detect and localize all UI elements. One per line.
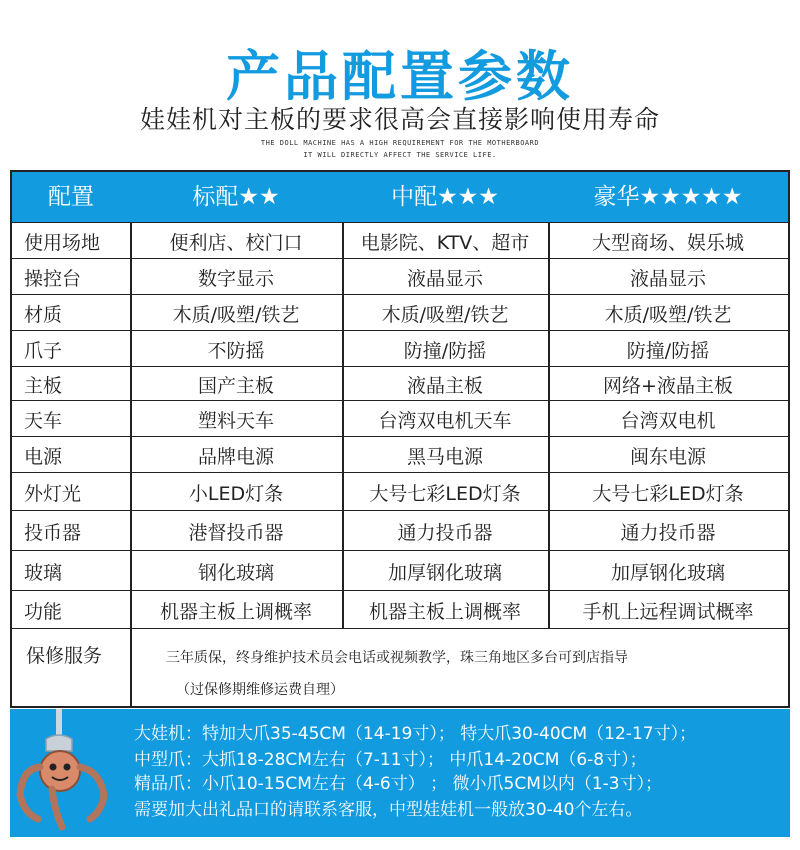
table-row [12, 330, 788, 367]
mid-value: 机器主板上调概率 [368, 600, 521, 623]
service-note: （过保修期维修运费自理） [176, 682, 344, 698]
standard-value: 不防摇 [207, 339, 265, 362]
luxury-value: 手机上远程调试概率 [582, 600, 754, 623]
column-divider [342, 331, 344, 367]
column-divider [548, 259, 550, 295]
table-row [12, 258, 788, 295]
header-standard: 标配★★ [192, 184, 280, 210]
table-row [12, 222, 788, 259]
column-divider [130, 295, 132, 331]
luxury-value: 大号七彩LED灯条 [592, 482, 744, 505]
luxury-value: 液晶显示 [629, 267, 706, 290]
column-divider [130, 551, 132, 591]
standard-value: 品牌电源 [197, 445, 274, 468]
luxury-value: 木质/吸塑/铁艺 [604, 303, 732, 326]
column-divider [130, 401, 132, 437]
table-row [12, 400, 788, 437]
column-divider [548, 331, 550, 367]
mid-value: 通力投币器 [397, 521, 493, 544]
service-label: 保修服务 [26, 645, 103, 667]
standard-value: 数字显示 [197, 267, 274, 290]
column-divider [342, 437, 344, 473]
config-name: 功能 [24, 600, 63, 623]
claw-mascot-icon [10, 709, 130, 837]
mid-value: 液晶主板 [406, 374, 483, 397]
english-caption-1: THE DOLL MACHINE HAS A HIGH REQUIREMENT FOR THE MOTHERBOARD [260, 139, 540, 147]
column-divider [130, 628, 132, 706]
header-mid: 中配★★★ [391, 184, 499, 210]
column-divider [548, 437, 550, 473]
mid-value: 电影院、KTV、超市 [360, 231, 530, 254]
luxury-value: 通力投币器 [620, 521, 716, 544]
column-divider [342, 591, 344, 629]
config-name: 爪子 [24, 339, 63, 362]
column-divider [342, 551, 344, 591]
luxury-value: 防撞/防摇 [626, 339, 710, 362]
column-divider [130, 511, 132, 551]
column-divider [548, 223, 550, 259]
header-luxury: 豪华★★★★★ [593, 184, 743, 210]
table-row [12, 294, 788, 331]
config-name: 天车 [24, 409, 63, 432]
column-divider [548, 401, 550, 437]
size-info-line: 中型爪：大抓18-28CM左右（7-11寸）； 中爪14-20CM（6-8寸）； [134, 750, 647, 770]
standard-value: 港督投币器 [188, 521, 284, 544]
table-header [12, 172, 788, 222]
luxury-value: 闽东电源 [629, 445, 706, 468]
config-name: 外灯光 [24, 482, 82, 505]
luxury-value: 网络+液晶主板 [603, 374, 733, 397]
column-divider [548, 511, 550, 551]
column-divider [130, 367, 132, 401]
page-subtitle: 娃娃机对主板的要求很高会直接影响使用寿命 [139, 105, 660, 134]
standard-value: 机器主板上调概率 [159, 600, 312, 623]
column-divider [342, 295, 344, 331]
luxury-value: 大型商场、娱乐城 [591, 231, 744, 254]
luxury-value: 加厚钢化玻璃 [610, 561, 725, 584]
column-divider [548, 473, 550, 511]
column-divider [342, 259, 344, 295]
standard-value: 小LED灯条 [188, 482, 284, 505]
size-info-banner [10, 709, 790, 837]
config-name: 材质 [24, 303, 63, 326]
size-info-line: 大娃机：特加大爪35-45CM（14-19寸）； 特大爪30-40CM（12-17寸）； [134, 724, 697, 744]
page-title: 产品配置参数 [226, 45, 574, 108]
config-name: 主板 [24, 374, 63, 397]
luxury-value: 台湾双电机 [620, 409, 716, 432]
header-config: 配置 [48, 184, 94, 210]
mid-value: 防撞/防摇 [403, 339, 487, 362]
table-row [12, 366, 788, 401]
service-text: 三年质保，终身维护技术员会电话或视频教学，珠三角地区多台可到店指导 [166, 650, 628, 666]
standard-value: 木质/吸塑/铁艺 [172, 303, 300, 326]
column-divider [130, 223, 132, 259]
column-divider [548, 367, 550, 401]
column-divider [130, 259, 132, 295]
standard-value: 钢化玻璃 [197, 561, 274, 584]
mid-value: 台湾双电机天车 [378, 409, 512, 432]
config-name: 玻璃 [24, 561, 63, 584]
column-divider [548, 591, 550, 629]
mid-value: 木质/吸塑/铁艺 [381, 303, 509, 326]
mid-value: 液晶显示 [406, 267, 483, 290]
size-info-line: 精品爪：小爪10-15CM左右（4-6寸） ； 微小爪5CM以内（1-3寸）； [134, 774, 663, 794]
column-divider [130, 473, 132, 511]
table-row [12, 550, 788, 591]
standard-value: 塑料天车 [197, 409, 274, 432]
mid-value: 黑马电源 [406, 445, 483, 468]
mid-value: 加厚钢化玻璃 [387, 561, 502, 584]
config-name: 投币器 [24, 521, 82, 544]
standard-value: 国产主板 [197, 374, 274, 397]
config-table [10, 170, 790, 708]
column-divider [342, 223, 344, 259]
column-divider [130, 591, 132, 629]
english-caption-2: IT WILL DIRECTLY AFFECT THE SERVICE LIFE. [303, 151, 497, 159]
standard-value: 便利店、校门口 [169, 231, 303, 254]
config-name: 操控台 [24, 267, 82, 290]
column-divider [342, 473, 344, 511]
size-info-line: 需要加大出礼品口的请联系客服，中型娃娃机一般放30-40个左右。 [134, 800, 643, 820]
service-row [12, 628, 788, 707]
config-name: 使用场地 [24, 231, 101, 254]
column-divider [342, 401, 344, 437]
column-divider [548, 551, 550, 591]
column-divider [548, 295, 550, 331]
mid-value: 大号七彩LED灯条 [369, 482, 521, 505]
column-divider [130, 437, 132, 473]
table-row [12, 436, 788, 473]
table-row [12, 510, 788, 551]
table-row [12, 590, 788, 629]
table-row [12, 472, 788, 511]
config-name: 电源 [24, 445, 63, 468]
column-divider [342, 511, 344, 551]
column-divider [342, 367, 344, 401]
column-divider [130, 331, 132, 367]
